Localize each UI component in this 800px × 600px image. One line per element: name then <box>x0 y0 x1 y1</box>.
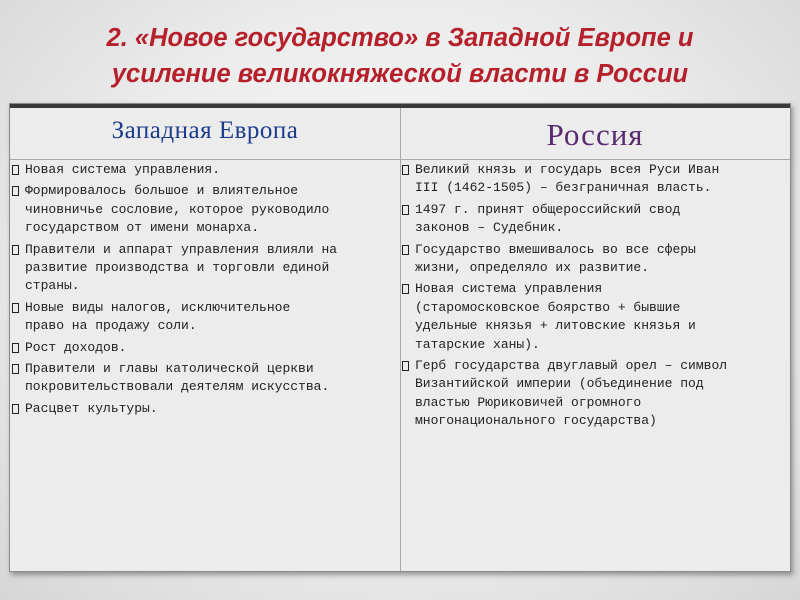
list-item-text: Государство вмешивалось во все сферы жизни, определяло их развитие. <box>415 241 696 276</box>
bullet-icon <box>402 205 409 215</box>
bullet-icon <box>402 284 409 294</box>
list-item-text: Расцвет культуры. <box>25 400 158 416</box>
list-item-text: Герб государства двуглавый орел – символ Византийской империи (объединение под властью Рюриковичей огромного многонационального государства) <box>415 358 728 429</box>
bullet-icon <box>402 165 409 175</box>
list-item <box>402 357 788 431</box>
western-europe-column <box>12 161 398 421</box>
slide-title <box>20 20 780 92</box>
list-item <box>12 400 398 418</box>
russia-column <box>402 161 788 434</box>
slide-title-line2: усиление великокняжеской власти в России <box>111 60 689 88</box>
list-item-text: Новая система управления (старомосковское боярство + бывшие удельные князья + литовские князья и татарские ханы). <box>415 281 696 352</box>
list-item <box>12 161 398 179</box>
bullet-icon <box>12 343 19 353</box>
bullet-icon <box>12 364 19 374</box>
list-item-text: Правители и аппарат управления влияли на развитие производства и торговли единой страны. <box>25 241 338 294</box>
list-item-text: Рост доходов. <box>25 339 127 355</box>
bullet-icon <box>12 186 19 196</box>
list-item <box>12 360 398 397</box>
list-item-text: Правители и главы католической церкви покровительствовали деятелям искусства. <box>25 361 330 395</box>
list-item <box>402 161 788 198</box>
column-header-label: Россия <box>546 116 644 152</box>
list-item <box>12 299 398 336</box>
list-item <box>402 280 788 354</box>
list-item-text: Великий князь и государь всея Руси Иван III (1462-1505) – безграничная власть. <box>415 162 720 196</box>
column-header-label: Западная Европа <box>111 116 299 144</box>
list-item <box>12 241 398 296</box>
bullet-icon <box>12 303 19 313</box>
list-item-text: Формировалось большое и влиятельное чиновничье сословие, которое руководило государством от имени монарха. <box>25 183 330 236</box>
list-item <box>12 339 398 357</box>
list-item <box>12 182 398 237</box>
comparison-table <box>9 103 791 572</box>
column-header-russia <box>400 108 790 160</box>
bullet-icon <box>12 404 19 414</box>
column-divider <box>400 108 401 571</box>
list-item-text: Новые виды налогов, исключительное право на продажу соли. <box>25 299 291 334</box>
list-item-text: 1497 г. принят общероссийский свод законов – Судебник. <box>415 201 681 236</box>
slide-title-line1: 2. «Новое государство» в Западной Европе и <box>106 24 694 52</box>
bullet-icon <box>402 245 409 255</box>
column-header-western-europe <box>10 108 400 160</box>
list-item <box>402 201 788 238</box>
list-item <box>402 241 788 278</box>
bullet-icon <box>402 361 409 371</box>
list-item-text: Новая система управления. <box>25 162 221 177</box>
bullet-icon <box>12 165 19 175</box>
bullet-icon <box>12 245 19 255</box>
